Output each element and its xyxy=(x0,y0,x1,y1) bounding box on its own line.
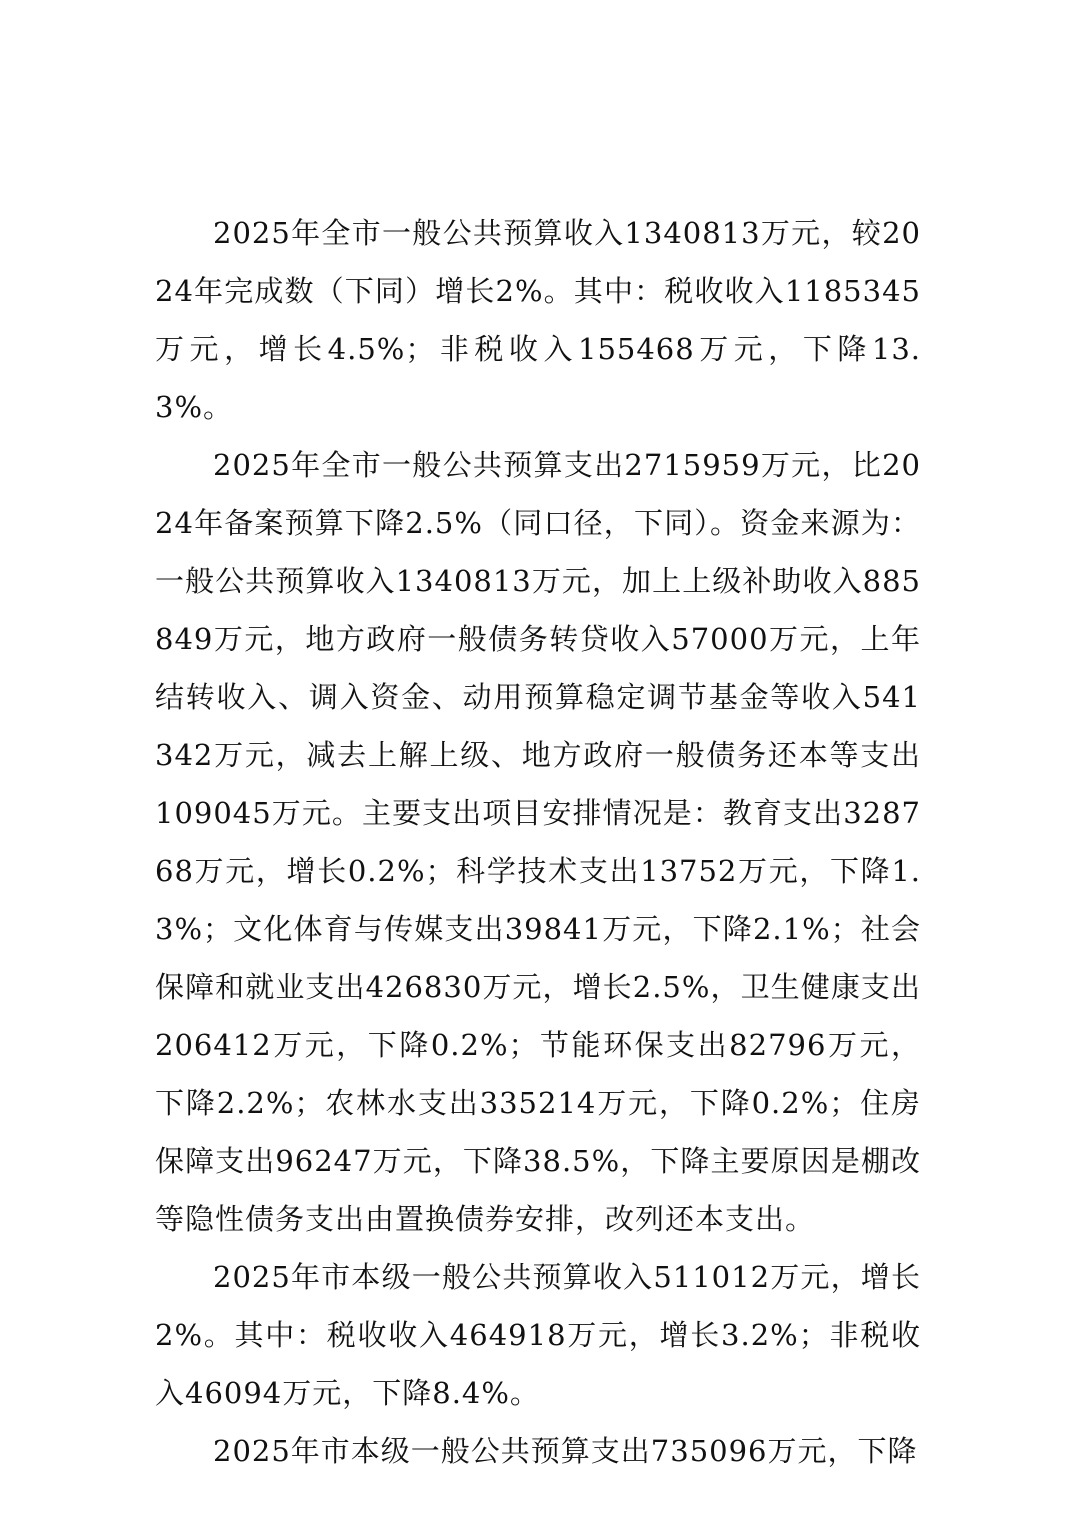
paragraph-municipal-expenditure: 2025年市本级一般公共预算支出735096万元，下降 xyxy=(213,1434,918,1468)
document-body xyxy=(155,204,921,1480)
paragraph-municipal-revenue: 2025年市本级一般公共预算收入511012万元，增长2%。其中：税收收入464918万元，增长3.2%；非税收入46094万元，下降8.4%。 xyxy=(155,1260,921,1410)
paragraph-citywide-expenditure: 2025年全市一般公共预算支出2715959万元，比2024年备案预算下降2.5%（同口径，下同）。资金来源为：一般公共预算收入1340813万元，加上上级补助收入885849万元，地方政府一般债务转贷收入57000万元，上年结转收入、调入资金、动用预算稳定调节基金等收入541342万元，减去上解上级、地方政府一般债务还本等支出109045万元。主要支出项目安排情况是：教育支出328768万元，增长0.2%；科学技术支出13752万元，下降1.3%；文化体育与传媒支出39841万元，下降2.1%；社会保障和就业支出426830万元，增长2.5%，卫生健康支出206412万元，下降0.2%；节能环保支出82796万元，下降2.2%；农林水支出335214万元，下降0.2%；住房保障支出96247万元，下降38.5%，下降主要原因是棚改等隐性债务支出由置换债券安排，改列还本支出。 xyxy=(155,448,921,1236)
paragraph-citywide-revenue: 2025年全市一般公共预算收入1340813万元，较2024年完成数（下同）增长2%。其中：税收收入1185345万元，增长4.5%；非税收入155468万元，下降13.3%。 xyxy=(155,216,921,424)
